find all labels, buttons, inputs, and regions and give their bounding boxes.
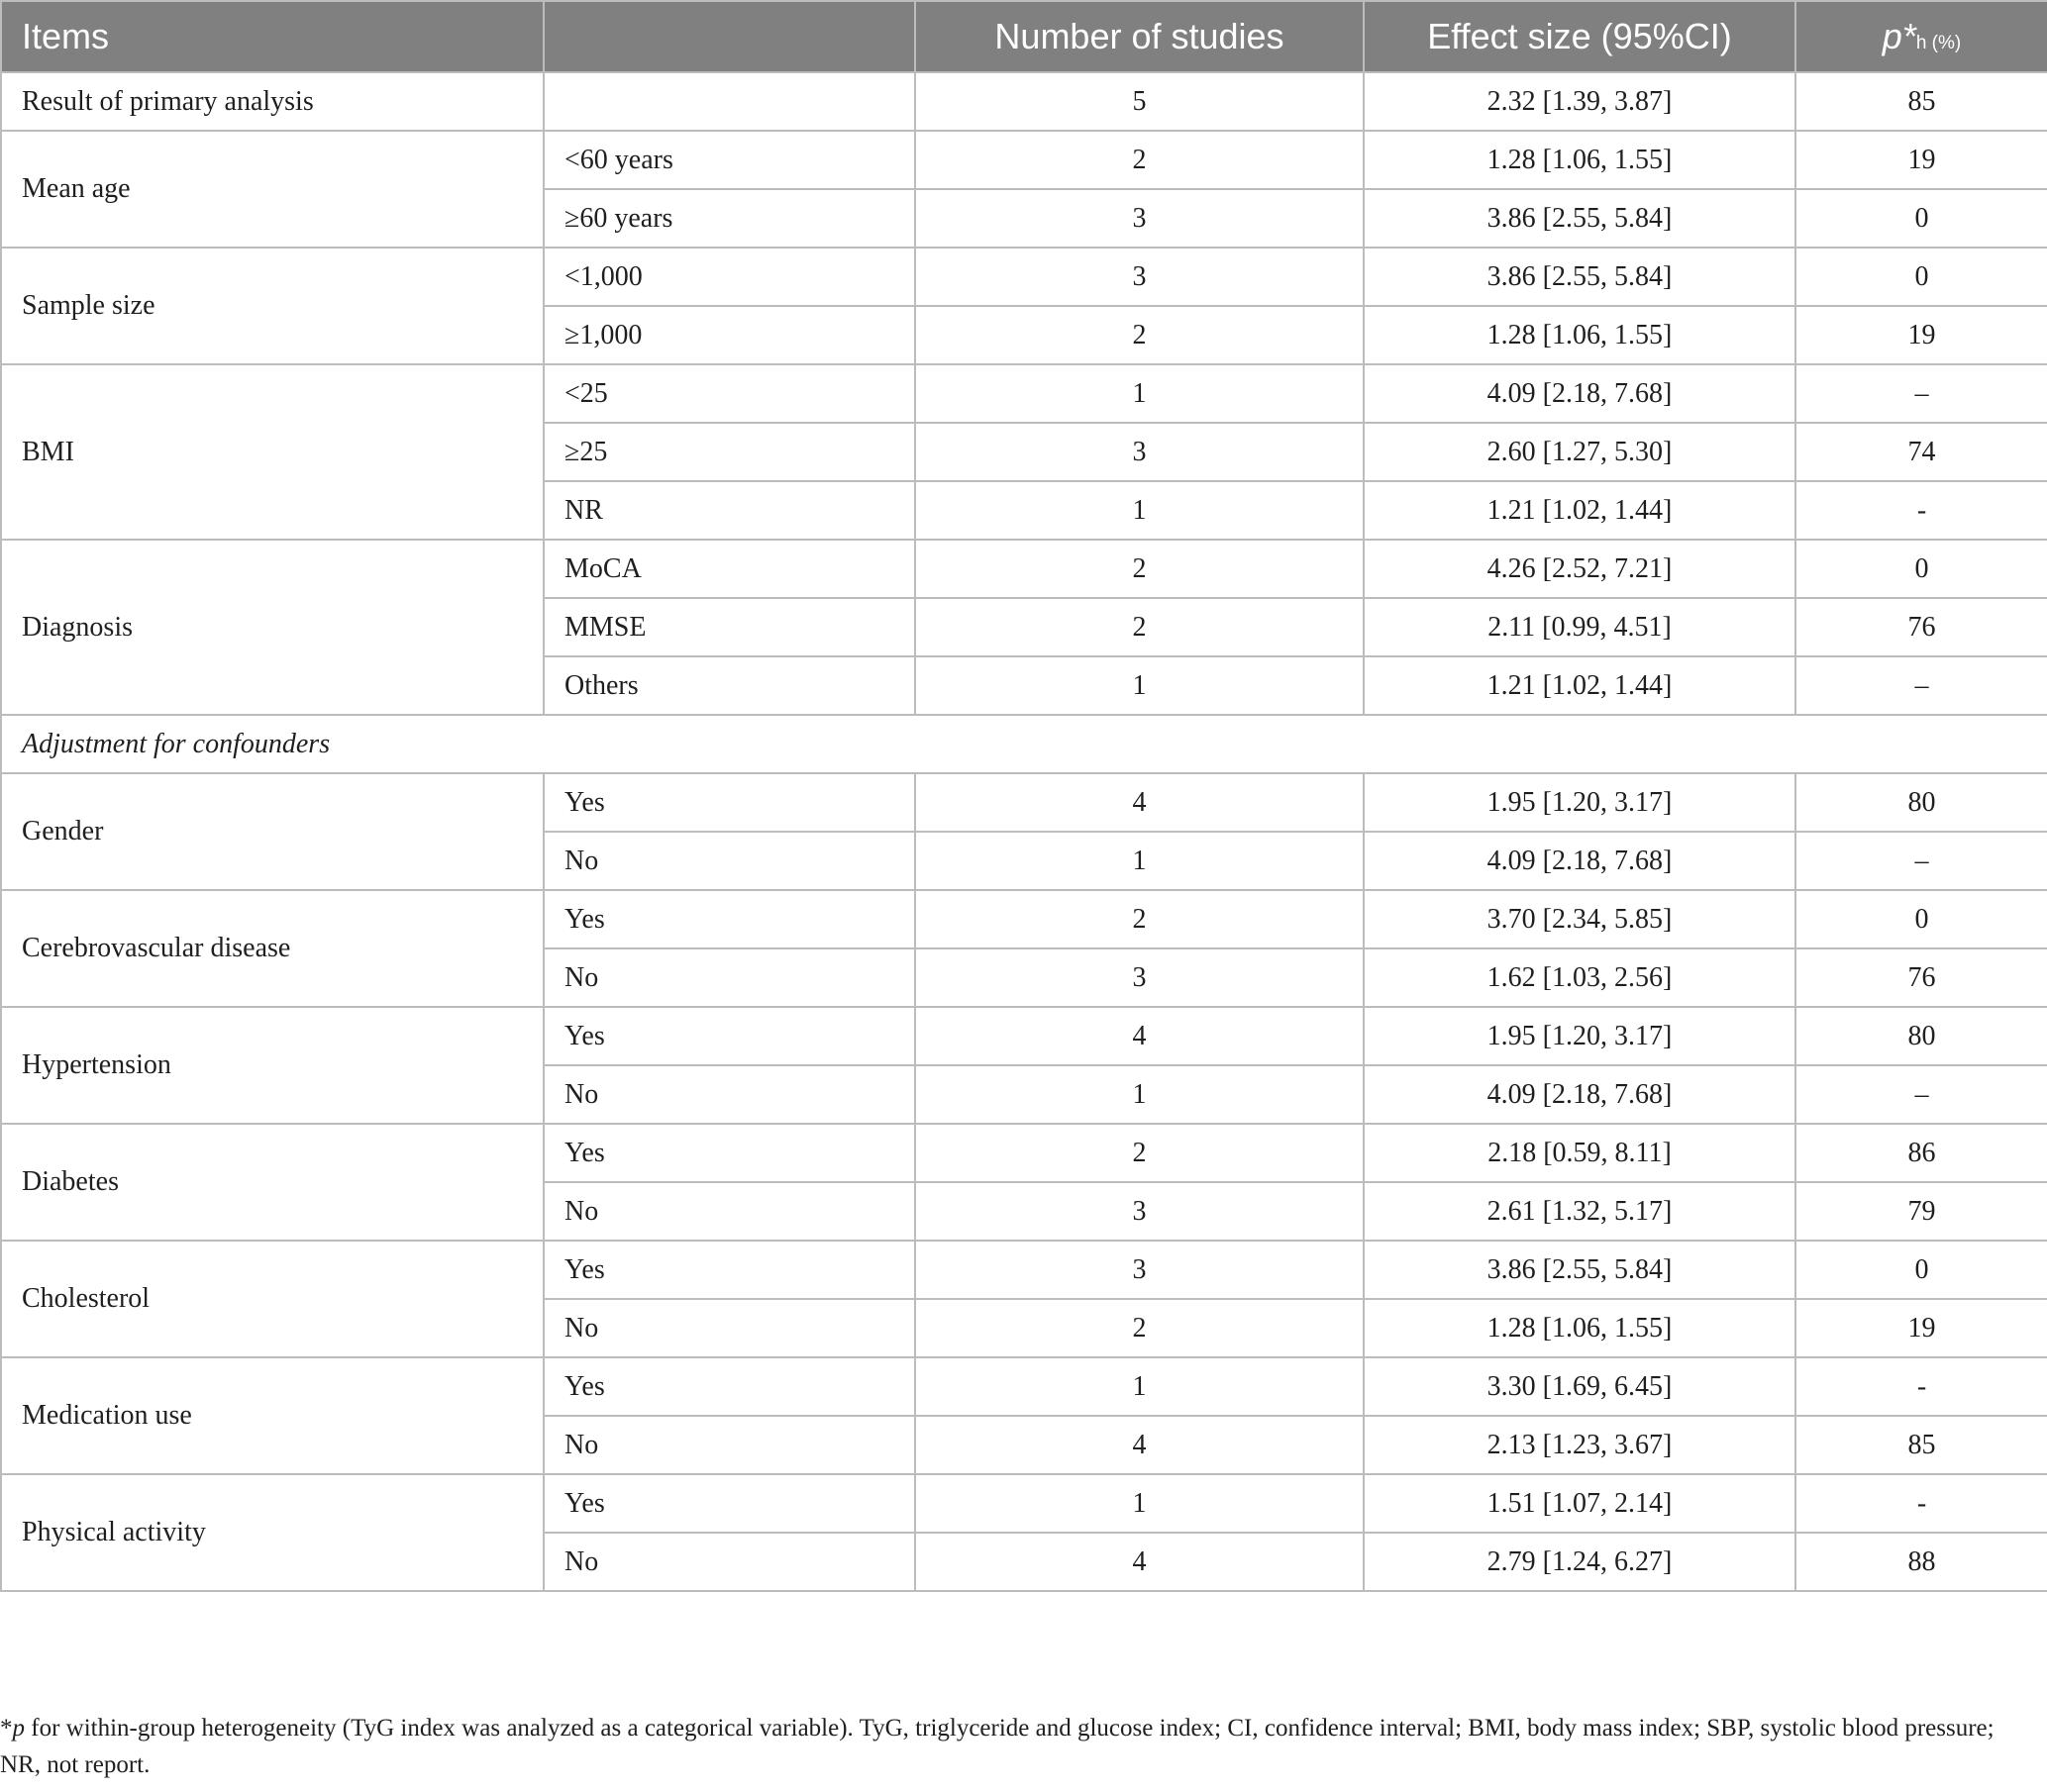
effect-size-cell: 4.09 [2.18, 7.68] xyxy=(1364,364,1795,423)
effect-size-cell: 1.28 [1.06, 1.55] xyxy=(1364,306,1795,364)
studies-cell: 4 xyxy=(915,1416,1364,1474)
table-row xyxy=(1,248,2047,306)
p-cell: 74 xyxy=(1795,423,2047,481)
subgroup-cell: No xyxy=(544,1182,915,1241)
p-cell: 0 xyxy=(1795,890,2047,948)
p-cell: 76 xyxy=(1795,948,2047,1007)
studies-cell: 5 xyxy=(915,72,1364,131)
studies-cell: 1 xyxy=(915,832,1364,890)
subgroup-cell: MoCA xyxy=(544,540,915,598)
subgroup-cell: <1,000 xyxy=(544,248,915,306)
row-label: Result of primary analysis xyxy=(1,72,544,131)
row-group-label: Mean age xyxy=(1,131,544,248)
p-cell: 0 xyxy=(1795,1241,2047,1299)
effect-size-cell: 1.21 [1.02, 1.44] xyxy=(1364,656,1795,715)
subgroup-cell: No xyxy=(544,1065,915,1124)
effect-size-cell: 1.95 [1.20, 3.17] xyxy=(1364,773,1795,832)
p-cell: – xyxy=(1795,1065,2047,1124)
table-row xyxy=(1,1241,2047,1299)
p-cell: 88 xyxy=(1795,1533,2047,1591)
p-cell: – xyxy=(1795,364,2047,423)
studies-cell: 1 xyxy=(915,1357,1364,1416)
header-p-heterogeneity xyxy=(1795,1,2047,72)
subgroup-cell: ≥25 xyxy=(544,423,915,481)
studies-cell: 4 xyxy=(915,1533,1364,1591)
row-group-label: BMI xyxy=(1,364,544,540)
p-cell: 85 xyxy=(1795,1416,2047,1474)
p-cell: 76 xyxy=(1795,598,2047,656)
table-row xyxy=(1,364,2047,423)
footnote-p-symbol: p xyxy=(12,1715,25,1742)
effect-size-cell: 1.28 [1.06, 1.55] xyxy=(1364,1299,1795,1357)
adjustment-heading: Adjustment for confounders xyxy=(1,715,2047,773)
p-cell: – xyxy=(1795,832,2047,890)
studies-cell: 3 xyxy=(915,423,1364,481)
row-group-label: Hypertension xyxy=(1,1007,544,1124)
p-cell: 0 xyxy=(1795,540,2047,598)
p-cell: 86 xyxy=(1795,1124,2047,1182)
effect-size-cell: 2.60 [1.27, 5.30] xyxy=(1364,423,1795,481)
studies-cell: 4 xyxy=(915,773,1364,832)
studies-cell: 2 xyxy=(915,306,1364,364)
effect-size-cell: 1.21 [1.02, 1.44] xyxy=(1364,481,1795,540)
row-group-label: Cerebrovascular disease xyxy=(1,890,544,1007)
effect-size-cell: 1.28 [1.06, 1.55] xyxy=(1364,131,1795,189)
studies-cell: 3 xyxy=(915,189,1364,248)
effect-size-cell: 3.86 [2.55, 5.84] xyxy=(1364,189,1795,248)
row-group-label: Sample size xyxy=(1,248,544,364)
effect-size-cell: 2.32 [1.39, 3.87] xyxy=(1364,72,1795,131)
effect-size-cell: 3.86 [2.55, 5.84] xyxy=(1364,1241,1795,1299)
table-row xyxy=(1,1007,2047,1065)
effect-size-cell: 3.30 [1.69, 6.45] xyxy=(1364,1357,1795,1416)
subgroup-cell: NR xyxy=(544,481,915,540)
table-row xyxy=(1,773,2047,832)
subgroup-cell: MMSE xyxy=(544,598,915,656)
subgroup-cell: Yes xyxy=(544,773,915,832)
studies-cell: 1 xyxy=(915,364,1364,423)
table-row xyxy=(1,1474,2047,1533)
subgroup-cell: No xyxy=(544,832,915,890)
studies-cell: 3 xyxy=(915,1182,1364,1241)
subgroup-cell: Others xyxy=(544,656,915,715)
header-effect-size: Effect size (95%CI) xyxy=(1364,1,1795,72)
effect-size-cell: 4.09 [2.18, 7.68] xyxy=(1364,1065,1795,1124)
p-cell: - xyxy=(1795,481,2047,540)
subgroup-cell xyxy=(544,72,915,131)
subgroup-cell: No xyxy=(544,948,915,1007)
effect-size-cell: 3.70 [2.34, 5.85] xyxy=(1364,890,1795,948)
studies-cell: 2 xyxy=(915,890,1364,948)
subgroup-cell: Yes xyxy=(544,1474,915,1533)
effect-size-cell: 2.61 [1.32, 5.17] xyxy=(1364,1182,1795,1241)
studies-cell: 2 xyxy=(915,1299,1364,1357)
subgroup-cell: Yes xyxy=(544,890,915,948)
effect-size-cell: 4.09 [2.18, 7.68] xyxy=(1364,832,1795,890)
effect-size-cell: 2.11 [0.99, 4.51] xyxy=(1364,598,1795,656)
footnote-text: for within-group heterogeneity (TyG index was analyzed as a categorical variable). TyG, triglyceride and glucose index; CI, confidence interval; BMI, body mass index; SBP, systolic blood pressure; NR, not report. xyxy=(0,1715,1995,1778)
p-cell: 80 xyxy=(1795,773,2047,832)
subgroup-cell: ≥1,000 xyxy=(544,306,915,364)
p-cell: 80 xyxy=(1795,1007,2047,1065)
header-subgroup xyxy=(544,1,915,72)
table-footnote xyxy=(0,1710,2020,1783)
effect-size-cell: 1.51 [1.07, 2.14] xyxy=(1364,1474,1795,1533)
p-cell: 85 xyxy=(1795,72,2047,131)
table-row xyxy=(1,131,2047,189)
subgroup-cell: Yes xyxy=(544,1124,915,1182)
row-group-label: Physical activity xyxy=(1,1474,544,1591)
row-group-label: Medication use xyxy=(1,1357,544,1474)
subgroup-cell: No xyxy=(544,1416,915,1474)
subgroup-cell: No xyxy=(544,1299,915,1357)
header-number-of-studies: Number of studies xyxy=(915,1,1364,72)
p-cell: 19 xyxy=(1795,1299,2047,1357)
effect-size-cell: 1.62 [1.03, 2.56] xyxy=(1364,948,1795,1007)
p-cell: 79 xyxy=(1795,1182,2047,1241)
studies-cell: 1 xyxy=(915,1474,1364,1533)
studies-cell: 2 xyxy=(915,131,1364,189)
header-p-subscript: h (%) xyxy=(1915,33,1962,53)
header-p-symbol: p* xyxy=(1882,16,1916,56)
subgroup-cell: Yes xyxy=(544,1241,915,1299)
row-group-label: Gender xyxy=(1,773,544,890)
effect-size-cell: 1.95 [1.20, 3.17] xyxy=(1364,1007,1795,1065)
table-row xyxy=(1,890,2047,948)
p-cell: 0 xyxy=(1795,189,2047,248)
studies-cell: 3 xyxy=(915,1241,1364,1299)
studies-cell: 1 xyxy=(915,1065,1364,1124)
subgroup-cell: <60 years xyxy=(544,131,915,189)
p-cell: 19 xyxy=(1795,131,2047,189)
studies-cell: 1 xyxy=(915,481,1364,540)
table-row xyxy=(1,72,2047,131)
p-cell: 19 xyxy=(1795,306,2047,364)
section-heading-row xyxy=(1,715,2047,773)
p-cell: - xyxy=(1795,1357,2047,1416)
effect-size-cell: 2.18 [0.59, 8.11] xyxy=(1364,1124,1795,1182)
footnote-marker: * xyxy=(0,1715,13,1742)
studies-cell: 2 xyxy=(915,598,1364,656)
studies-cell: 3 xyxy=(915,248,1364,306)
subgroup-cell: ≥60 years xyxy=(544,189,915,248)
studies-cell: 1 xyxy=(915,656,1364,715)
subgroup-cell: No xyxy=(544,1533,915,1591)
table-row xyxy=(1,540,2047,598)
row-group-label: Cholesterol xyxy=(1,1241,544,1357)
studies-cell: 2 xyxy=(915,1124,1364,1182)
p-cell: 0 xyxy=(1795,248,2047,306)
subgroup-cell: Yes xyxy=(544,1007,915,1065)
studies-cell: 3 xyxy=(915,948,1364,1007)
table-row xyxy=(1,1124,2047,1182)
subgroup-cell: Yes xyxy=(544,1357,915,1416)
studies-cell: 4 xyxy=(915,1007,1364,1065)
subgroup-cell: <25 xyxy=(544,364,915,423)
effect-size-cell: 4.26 [2.52, 7.21] xyxy=(1364,540,1795,598)
studies-cell: 2 xyxy=(915,540,1364,598)
effect-size-cell: 3.86 [2.55, 5.84] xyxy=(1364,248,1795,306)
row-group-label: Diabetes xyxy=(1,1124,544,1241)
table-header-row xyxy=(1,1,2047,72)
table-row xyxy=(1,1357,2047,1416)
row-group-label: Diagnosis xyxy=(1,540,544,715)
p-cell: – xyxy=(1795,656,2047,715)
effect-size-cell: 2.79 [1.24, 6.27] xyxy=(1364,1533,1795,1591)
p-cell: - xyxy=(1795,1474,2047,1533)
effect-size-cell: 2.13 [1.23, 3.67] xyxy=(1364,1416,1795,1474)
header-items: Items xyxy=(1,1,544,72)
